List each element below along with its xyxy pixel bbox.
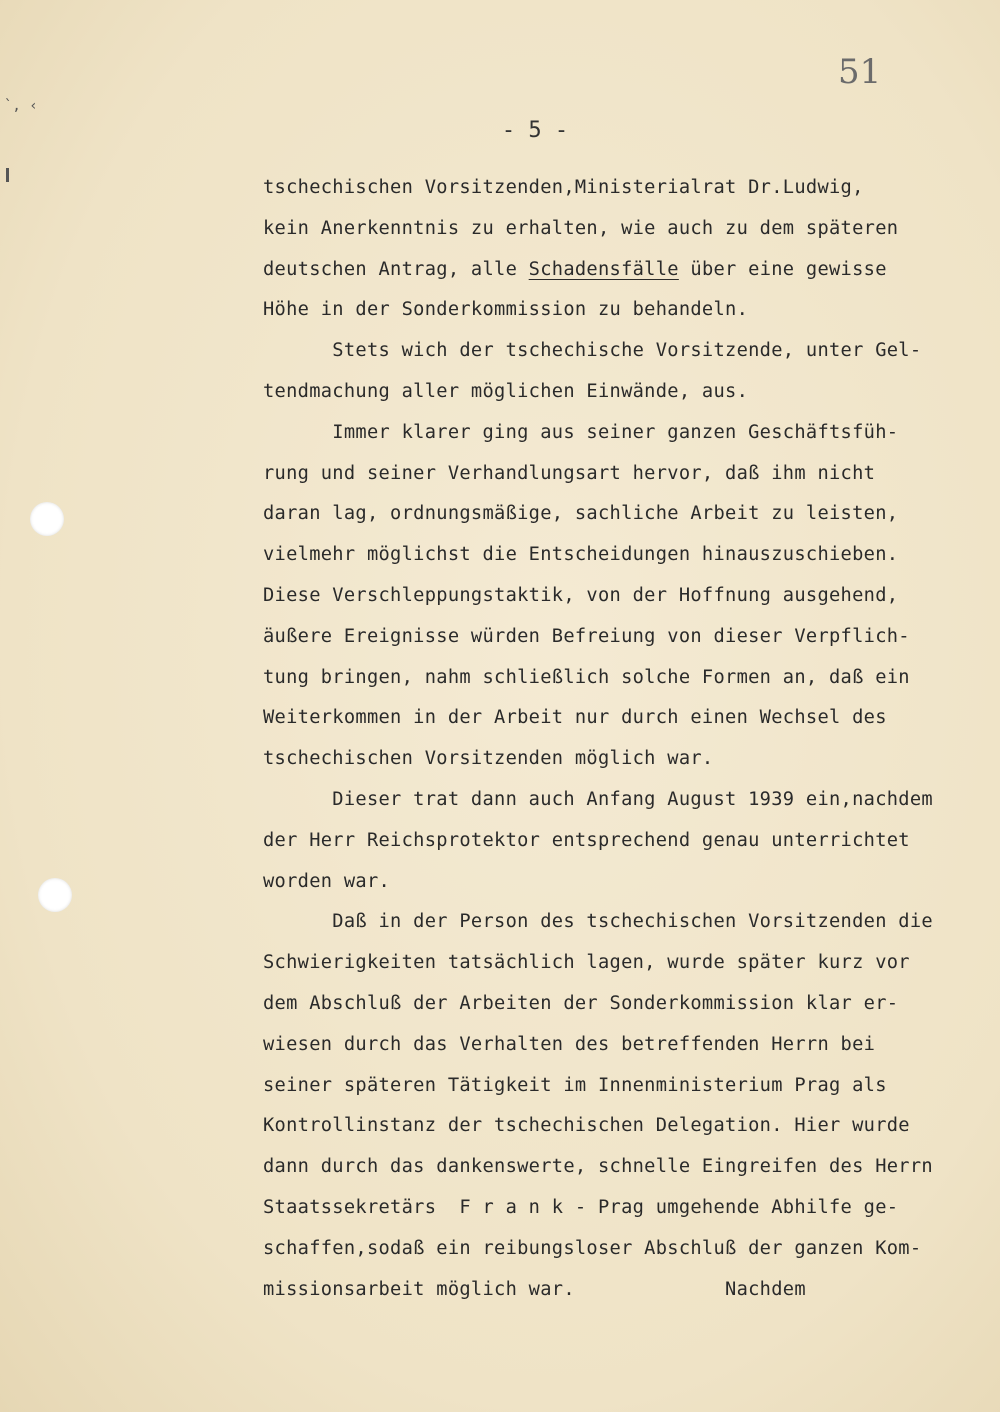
text-segment: daran lag, ordnungsmäßige, sachliche Arbeit zu leisten, — [263, 503, 899, 525]
punch-hole — [38, 878, 72, 912]
text-segment: Dieser trat dann auch Anfang August 1939 ein,nachdem — [263, 788, 933, 810]
text-line — [263, 1147, 1000, 1188]
text-segment: Daß in der Person des tschechischen Vorsitzenden die — [263, 911, 933, 933]
edge-mark — [6, 168, 9, 182]
text-segment: äußere Ereignisse würden Befreiung von dieser Verpflich- — [263, 625, 910, 647]
text-line — [263, 780, 1000, 821]
text-segment: deutschen Antrag, alle — [263, 258, 529, 280]
text-line — [263, 902, 1000, 943]
text-line — [263, 494, 1000, 535]
text-line — [263, 290, 1000, 331]
underlined-term: Schadensfälle — [528, 258, 679, 280]
text-segment: schaffen,sodaß ein reibungsloser Abschluß der ganzen Kom- — [263, 1237, 922, 1259]
text-line — [263, 454, 1000, 495]
text-line — [263, 1106, 1000, 1147]
text-segment: rung und seiner Verhandlungsart hervor, daß ihm nicht — [263, 462, 876, 484]
text-line — [263, 1229, 1000, 1270]
text-line — [263, 535, 1000, 576]
text-segment: tung bringen, nahm schließlich solche Formen an, daß ein — [263, 666, 910, 688]
text-line — [263, 984, 1000, 1025]
text-line — [263, 658, 1000, 699]
text-line — [263, 1066, 1000, 1107]
text-segment: vielmehr möglichst die Entscheidungen hinauszuschieben. — [263, 544, 899, 566]
text-segment: Immer klarer ging aus seiner ganzen Geschäftsfüh- — [263, 421, 899, 443]
text-line — [263, 943, 1000, 984]
text-segment: Schwierigkeiten tatsächlich lagen, wurde später kurz vor — [263, 952, 910, 974]
text-line — [263, 576, 1000, 617]
text-segment: Weiterkommen in der Arbeit nur durch einen Wechsel des — [263, 707, 887, 729]
text-segment: Staatssekretärs F r a n k - Prag umgehende Abhilfe ge- — [263, 1196, 899, 1218]
text-line — [263, 1025, 1000, 1066]
text-line — [263, 331, 1000, 372]
text-segment: Stets wich der tschechische Vorsitzende, unter Gel- — [263, 340, 922, 362]
punch-hole — [30, 502, 64, 536]
text-line — [263, 413, 1000, 454]
text-segment: kein Anerkenntnis zu erhalten, wie auch zu dem späteren — [263, 217, 899, 239]
text-line — [263, 209, 1000, 250]
text-segment: Kontrollinstanz der tschechischen Delegation. Hier wurde — [263, 1115, 910, 1137]
stray-mark: `, ‹ — [4, 98, 38, 114]
page-number: - 5 - — [501, 118, 569, 143]
text-line — [263, 168, 1000, 209]
text-line — [263, 1270, 1000, 1311]
text-line — [263, 862, 1000, 903]
text-segment: wiesen durch das Verhalten des betreffenden Herrn bei — [263, 1033, 876, 1055]
text-line — [263, 739, 1000, 780]
text-segment: der Herr Reichsprotektor entsprechend genau unterrichtet — [263, 829, 910, 851]
text-line — [263, 372, 1000, 413]
text-segment: dem Abschluß der Arbeiten der Sonderkommission klar er- — [263, 992, 899, 1014]
text-segment: missionsarbeit möglich war. Nachdem — [263, 1278, 806, 1300]
text-segment: tendmachung aller möglichen Einwände, aus. — [263, 380, 749, 402]
document-body — [263, 168, 1000, 1310]
text-segment: über eine gewisse — [678, 258, 887, 280]
text-line — [263, 1188, 1000, 1229]
text-segment: tschechischen Vorsitzenden,Ministerialrat Dr.Ludwig, — [263, 177, 864, 198]
folio-number: 51 — [838, 52, 882, 92]
text-line — [263, 698, 1000, 739]
text-segment: worden war. — [263, 870, 391, 892]
text-line — [263, 821, 1000, 862]
text-segment: seiner späteren Tätigkeit im Innenministerium Prag als — [263, 1074, 887, 1096]
text-line — [263, 617, 1000, 658]
text-segment: tschechischen Vorsitzenden möglich war. — [263, 748, 714, 770]
text-segment: Diese Verschleppungstaktik, von der Hoffnung ausgehend, — [263, 584, 899, 606]
text-segment: Höhe in der Sonderkommission zu behandeln. — [263, 299, 749, 321]
text-segment: dann durch das dankenswerte, schnelle Eingreifen des Herrn — [263, 1156, 933, 1178]
text-line — [263, 250, 1000, 291]
